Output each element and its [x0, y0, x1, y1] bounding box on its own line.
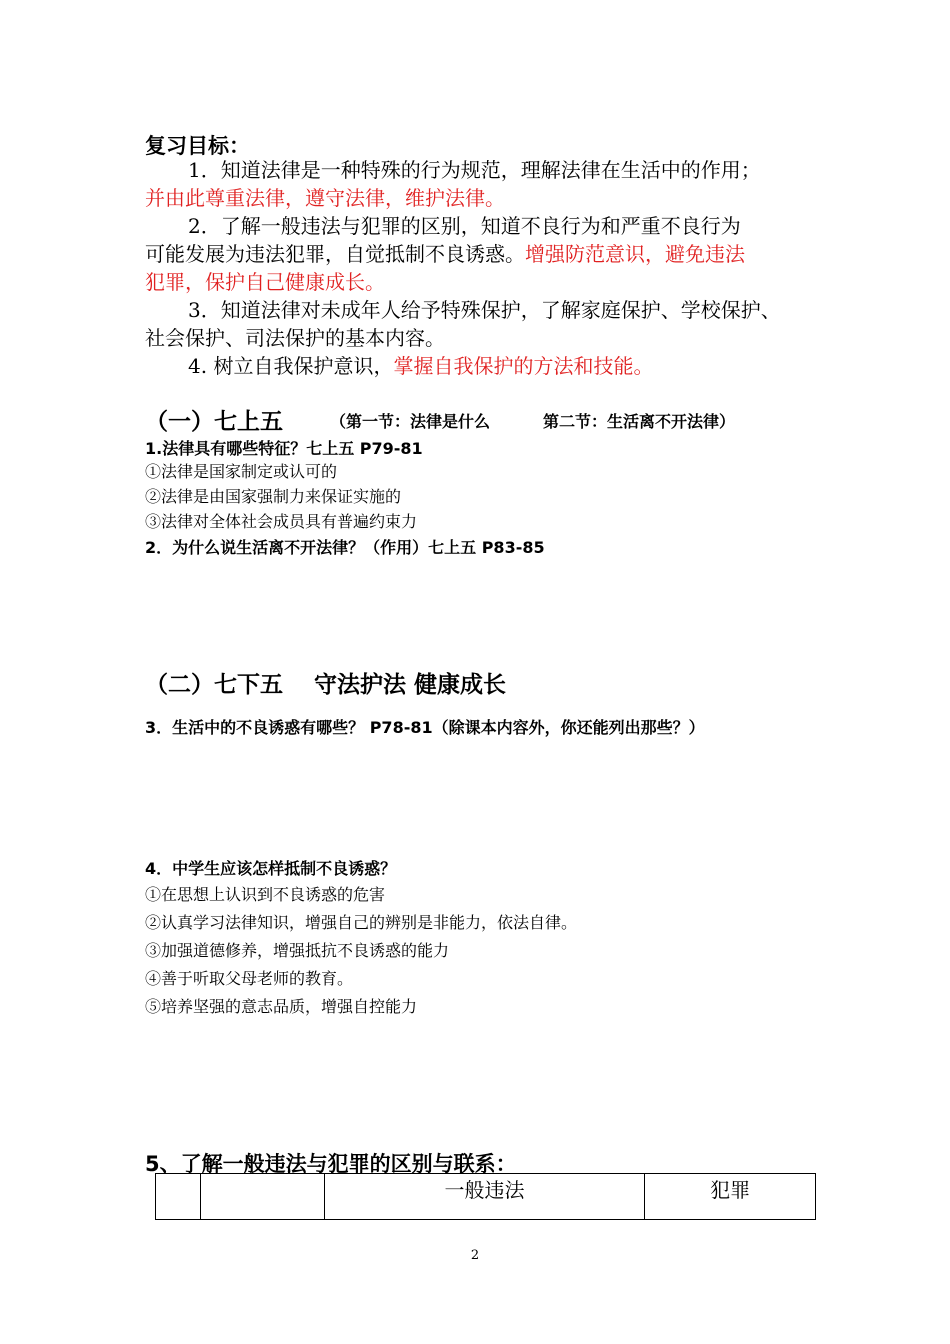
list-item: ①法律是国家制定或认可的 — [145, 462, 338, 481]
question-4: 4．中学生应该怎样抵制不良诱惑？ — [145, 859, 397, 878]
question-2: 2．为什么说生活离不开法律？（作用）七上五 P83-85 — [145, 538, 545, 557]
objective-1-line-2: 并由此尊重法律，遵守法律，维护法律。 — [145, 186, 505, 210]
objective-2-highlight: 增强防范意识，避免违法 — [525, 242, 745, 266]
table-header-general-violation: 一般违法 — [324, 1174, 645, 1220]
table-header-crime: 犯罪 — [645, 1174, 816, 1220]
objective-4-text: 4. 树立自我保护意识， — [188, 354, 394, 378]
objective-2-text: 可能发展为违法犯罪，自觉抵制不良诱惑。 — [145, 242, 525, 266]
objective-2-line-2 — [145, 240, 745, 268]
objective-4-highlight: 掌握自我保护的方法和技能。 — [393, 354, 654, 378]
table-header-cell — [200, 1174, 324, 1220]
section-2-heading: （二）七下五 守法护法 健康成长 — [145, 672, 507, 698]
list-item: ②认真学习法律知识，增强自己的辨别是非能力，依法自律。 — [145, 913, 578, 932]
objective-2-line-1: 2．了解一般违法与犯罪的区别，知道不良行为和严重不良行为 — [188, 214, 741, 238]
objectives-title: 复习目标： — [145, 134, 250, 158]
objective-2-line-3: 犯罪，保护自己健康成长。 — [145, 270, 385, 294]
objective-1-line-1: 1．知道法律是一种特殊的行为规范，理解法律在生活中的作用； — [188, 158, 761, 182]
objective-4-line — [188, 352, 653, 380]
section-3-heading: 5、了解一般违法与犯罪的区别与联系： — [145, 1152, 517, 1176]
section-1-subtitle-1: （第一节：法律是什么 — [330, 412, 491, 431]
list-item: ④善于听取父母老师的教育。 — [145, 969, 354, 988]
section-1-subtitle-2: 第二节：生活离不开法律） — [543, 412, 736, 431]
list-item: ③加强道德修养，增强抵抗不良诱惑的能力 — [145, 941, 450, 960]
question-1: 1.法律具有哪些特征？七上五 P79-81 — [145, 439, 423, 458]
list-item: ⑤培养坚强的意志品质，增强自控能力 — [145, 997, 418, 1016]
objective-3-line-1: 3．知道法律对未成年人给予特殊保护，了解家庭保护、学校保护、 — [188, 298, 781, 322]
question-3: 3．生活中的不良诱惑有哪些？ P78-81（除课本内容外，你还能列出那些？） — [145, 718, 705, 737]
list-item: ③法律对全体社会成员具有普遍约束力 — [145, 512, 418, 531]
comparison-table — [155, 1173, 816, 1220]
page-number: 2 — [470, 1248, 480, 1263]
table-row — [156, 1174, 816, 1220]
table-header-cell — [156, 1174, 201, 1220]
section-1-heading: （一）七上五 — [145, 409, 283, 435]
list-item: ②法律是由国家强制力来保证实施的 — [145, 487, 402, 506]
list-item: ①在思想上认识到不良诱惑的危害 — [145, 885, 386, 904]
objective-3-line-2: 社会保护、司法保护的基本内容。 — [145, 326, 445, 350]
